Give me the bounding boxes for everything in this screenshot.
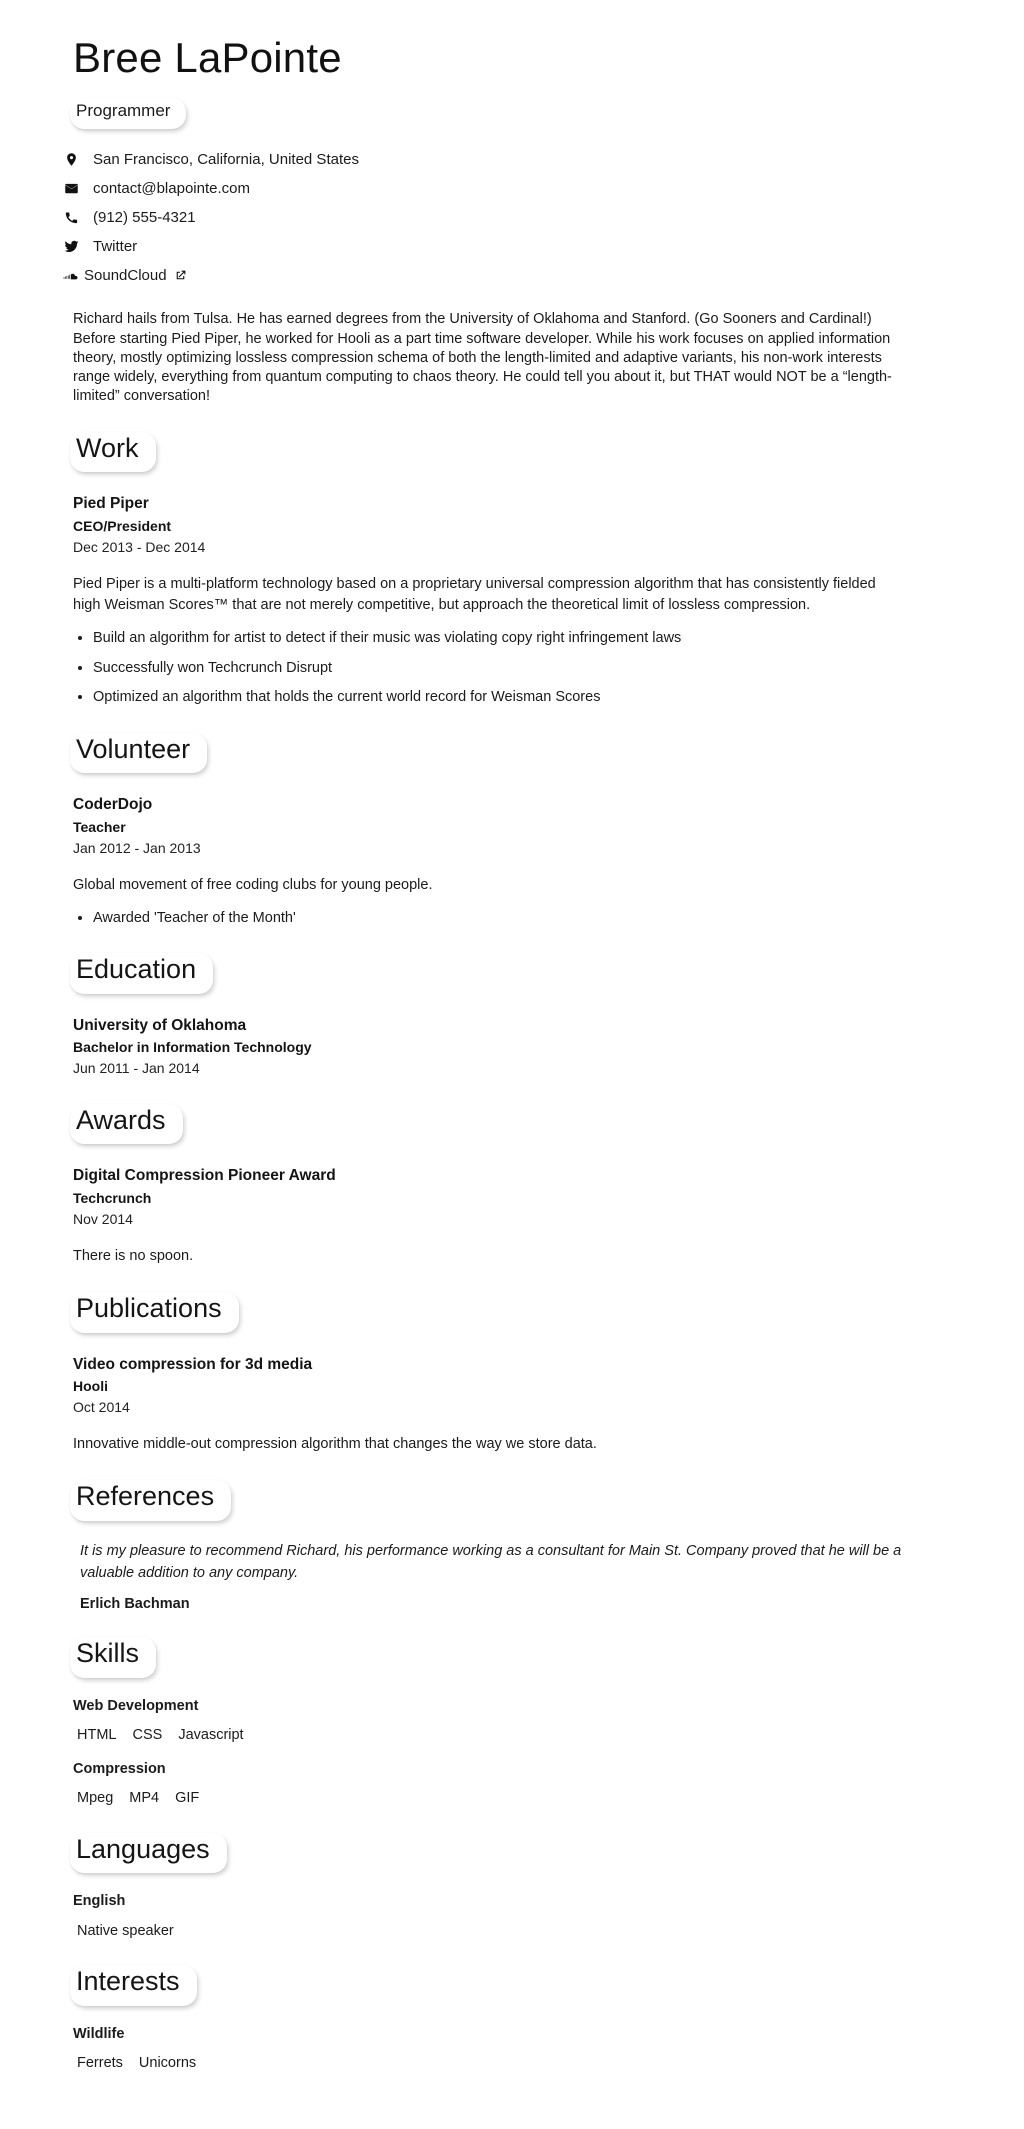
volunteer-highlight-item: • Awarded 'Teacher of the Month' — [93, 909, 905, 929]
skill-keyword: HTML — [77, 1727, 117, 1744]
volunteer-position: Teacher — [73, 818, 126, 835]
skill-keyword: Mpeg — [77, 1790, 114, 1807]
work-highlights — [73, 629, 905, 708]
skill-keywords — [77, 1727, 905, 1744]
section-publications — [73, 1292, 905, 1455]
skill-keywords — [77, 1790, 905, 1807]
contact-email-text: contact@blapointe.com — [93, 179, 250, 197]
education-section-title: Education — [70, 953, 213, 994]
work-position: CEO/President — [73, 517, 172, 534]
volunteer-organization: CoderDojo — [73, 796, 153, 814]
education-degree: Bachelor in Information Technology — [73, 1039, 312, 1056]
skill-keyword: MP4 — [129, 1790, 160, 1807]
contact-location-text: San Francisco, California, United States — [93, 150, 359, 168]
section-languages — [73, 1833, 905, 1940]
awards-section-title: Awards — [70, 1104, 183, 1145]
volunteer-date-range: Jan 2012 - Jan 2013 — [73, 839, 201, 856]
work-summary: Pied Piper is a multi-platform technology based on a proprietary universal compression algorithm that has consistently fielded high Weisman Scores™ that are not merely competitive, but approach the theoretical limit of lossless compression. — [73, 575, 876, 613]
award-summary: There is no spoon. — [73, 1247, 194, 1264]
publication-publisher: Hooli — [73, 1377, 108, 1394]
contact-twitter — [63, 238, 905, 255]
person-label-badge: Programmer — [70, 98, 186, 129]
twitter-bird-icon — [63, 238, 80, 255]
section-education — [73, 953, 905, 1078]
contact-soundcloud — [63, 267, 905, 284]
language-name: English — [73, 1893, 126, 1910]
section-interests — [73, 1965, 905, 2072]
interest-keyword: Unicorns — [138, 2055, 197, 2072]
publication-summary: Innovative middle-out compression algorithm that changes the way we store data. — [73, 1436, 597, 1453]
contact-location — [63, 151, 905, 168]
twitter-link-label: Twitter — [93, 237, 138, 255]
envelope-icon — [63, 180, 80, 197]
award-awarder: Techcrunch — [73, 1189, 152, 1206]
education-date-range: Jun 2011 - Jan 2014 — [73, 1060, 200, 1077]
references-section-title: References — [70, 1480, 231, 1521]
volunteer-highlights — [73, 909, 905, 929]
soundcloud-link-label: SoundCloud — [84, 266, 167, 284]
section-volunteer — [73, 733, 905, 929]
skill-group-name: Web Development — [73, 1698, 199, 1715]
work-highlight-item: • Optimized an algorithm that holds the current world record for Weisman Scores — [93, 688, 905, 708]
interest-keywords — [77, 2055, 905, 2072]
work-company: Pied Piper — [73, 495, 149, 513]
volunteer-section-title: Volunteer — [70, 733, 207, 774]
interests-section-title: Interests — [70, 1965, 197, 2006]
work-highlight-item: • Successfully won Techcrunch Disrupt — [93, 659, 905, 679]
publication-date: Oct 2014 — [73, 1398, 130, 1415]
publication-title: Video compression for 3d media — [73, 1355, 313, 1373]
section-awards — [73, 1104, 905, 1267]
twitter-profile-link[interactable] — [93, 239, 137, 256]
interest-keyword: Ferrets — [77, 2055, 123, 2072]
skill-group — [73, 1698, 905, 1745]
skill-keyword: GIF — [175, 1790, 200, 1807]
phone-icon — [63, 209, 80, 226]
profile-summary: Richard hails from Tulsa. He has earned degrees from the University of Oklahoma and Stanford. (Go Sooners and Cardinal!) Before starting Pied Piper, he worked for Hooli as a part time software developer. While his work focuses on applied information theory, mostly optimizing lossless compression schema of both the length-limited and adaptive variants, his non-work interests range widely, everything from quantum computing to chaos theory. He could tell you about it, but THAT would NOT be a “length-limited” conversation! — [73, 311, 892, 405]
work-section-title: Work — [70, 432, 156, 473]
section-references — [73, 1480, 905, 1612]
person-name: Bree LaPointe — [73, 34, 342, 81]
skills-section-title: Skills — [70, 1637, 156, 1678]
volunteer-summary: Global movement of free coding clubs for young people. — [73, 876, 433, 893]
contact-email — [63, 180, 905, 197]
award-title: Digital Compression Pioneer Award — [73, 1167, 336, 1185]
soundcloud-profile-link[interactable] — [84, 267, 189, 284]
reference-quote: It is my pleasure to recommend Richard, his performance working as a consultant for Main St. Company proved that he will be a valuable addition to any company. — [80, 1542, 902, 1581]
work-date-range: Dec 2013 - Dec 2014 — [73, 538, 206, 555]
contact-phone — [63, 209, 905, 226]
work-highlight-item: • Build an algorithm for artist to detect if their music was violating copy right infringement laws — [93, 629, 905, 649]
section-skills — [73, 1637, 905, 1807]
soundcloud-icon — [63, 267, 80, 284]
skill-keyword: CSS — [132, 1727, 163, 1744]
award-date: Nov 2014 — [73, 1210, 133, 1227]
contact-list — [73, 151, 905, 284]
location-pin-icon — [63, 151, 80, 168]
language-fluency: Native speaker — [77, 1922, 174, 1939]
education-institution: University of Oklahoma — [73, 1017, 247, 1035]
languages-section-title: Languages — [70, 1833, 227, 1874]
skill-group — [73, 1761, 905, 1808]
publications-section-title: Publications — [70, 1292, 239, 1333]
skill-keyword: Javascript — [178, 1727, 244, 1744]
external-link-icon — [172, 267, 189, 284]
skill-group-name: Compression — [73, 1760, 166, 1777]
reference-name: Erlich Bachman — [80, 1596, 190, 1613]
interest-name: Wildlife — [73, 2025, 125, 2042]
contact-phone-text: (912) 555-4321 — [93, 208, 196, 226]
section-work — [73, 432, 905, 708]
